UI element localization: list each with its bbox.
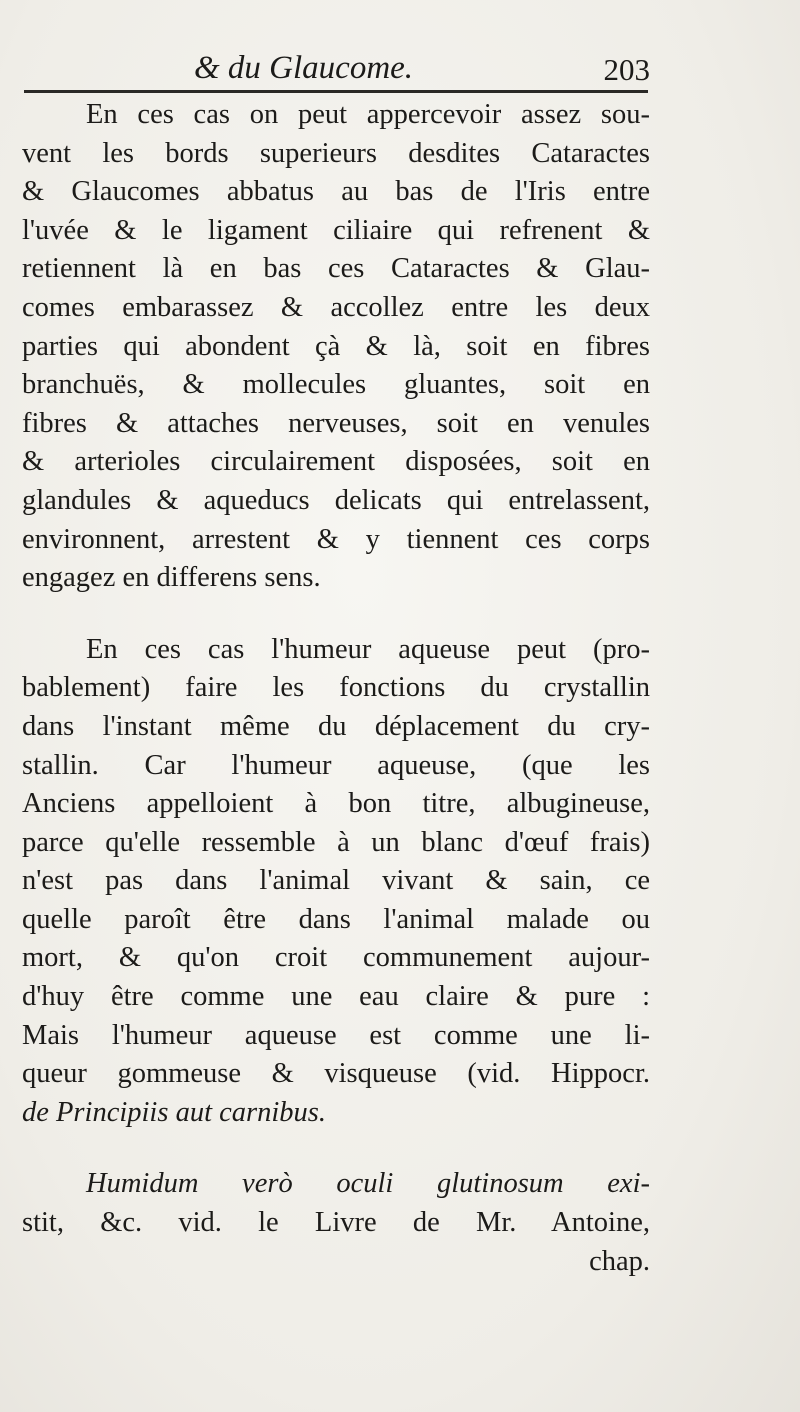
paragraph-cataracts bbox=[22, 96, 650, 598]
text-line: glandules & aqueducs delicats qui entrelassent, bbox=[22, 484, 650, 516]
text-line: Mais l'humeur aqueuse est comme une li- bbox=[22, 1019, 650, 1051]
text-line: Humidum verò oculi glutinosum exi- bbox=[86, 1168, 650, 1200]
text-line: comes embarassez & accollez entre les deux bbox=[22, 291, 650, 323]
text-line: d'huy être comme une eau claire & pure : bbox=[22, 981, 650, 1013]
text-line: mort, & qu'on croit communement aujour- bbox=[22, 942, 650, 974]
text-line: environnent, arrestent & y tiennent ces corps bbox=[22, 523, 650, 555]
text-line: de Principiis aut carnibus. bbox=[22, 1096, 326, 1128]
text-line: engagez en differens sens. bbox=[22, 562, 321, 594]
running-head: & du Glaucome. bbox=[194, 50, 414, 86]
text-line: branchuës, & mollecules gluantes, soit en bbox=[22, 369, 650, 401]
paragraph-latin-quote bbox=[22, 1165, 650, 1281]
paragraph-aqueous-humour bbox=[22, 631, 650, 1133]
text-line: l'uvée & le ligament ciliaire qui refrenent & bbox=[22, 214, 650, 246]
text-line: & arterioles circulairement disposées, soit en bbox=[22, 446, 650, 478]
text-line: parties qui abondent çà & là, soit en fibres bbox=[22, 330, 650, 362]
body-text bbox=[22, 96, 650, 1281]
page-number: 203 bbox=[603, 52, 650, 87]
text-line: dans l'instant même du déplacement du cry- bbox=[22, 710, 650, 742]
text-line: n'est pas dans l'animal vivant & sain, ce bbox=[22, 865, 650, 897]
text-line: Anciens appelloient à bon titre, albugineuse, bbox=[22, 788, 650, 820]
text-line: queur gommeuse & visqueuse (vid. Hippocr. bbox=[22, 1058, 650, 1090]
text-line: quelle paroît être dans l'animal malade ou bbox=[22, 903, 650, 935]
text-line: fibres & attaches nerveuses, soit en venules bbox=[22, 407, 650, 439]
text-line: stallin. Car l'humeur aqueuse, (que les bbox=[22, 749, 650, 781]
text-line: & Glaucomes abbatus au bas de l'Iris entre bbox=[22, 176, 650, 208]
catchword: chap. bbox=[589, 1245, 650, 1277]
page-header bbox=[22, 48, 650, 88]
text-line: En ces cas on peut appercevoir assez sou- bbox=[86, 99, 650, 130]
text-line: vent les bords superieurs desdites Cataractes bbox=[22, 137, 650, 169]
text-line: parce qu'elle ressemble à un blanc d'œuf frais) bbox=[22, 826, 650, 858]
text-line: stit, &c. vid. le Livre de Mr. Antoine, bbox=[22, 1207, 650, 1239]
text-line: En ces cas l'humeur aqueuse peut (pro- bbox=[86, 633, 650, 665]
header-rule bbox=[24, 90, 648, 93]
text-line: retiennent là en bas ces Cataractes & Glau- bbox=[22, 253, 650, 285]
text-line: bablement) faire les fonctions du crystallin bbox=[22, 672, 650, 704]
